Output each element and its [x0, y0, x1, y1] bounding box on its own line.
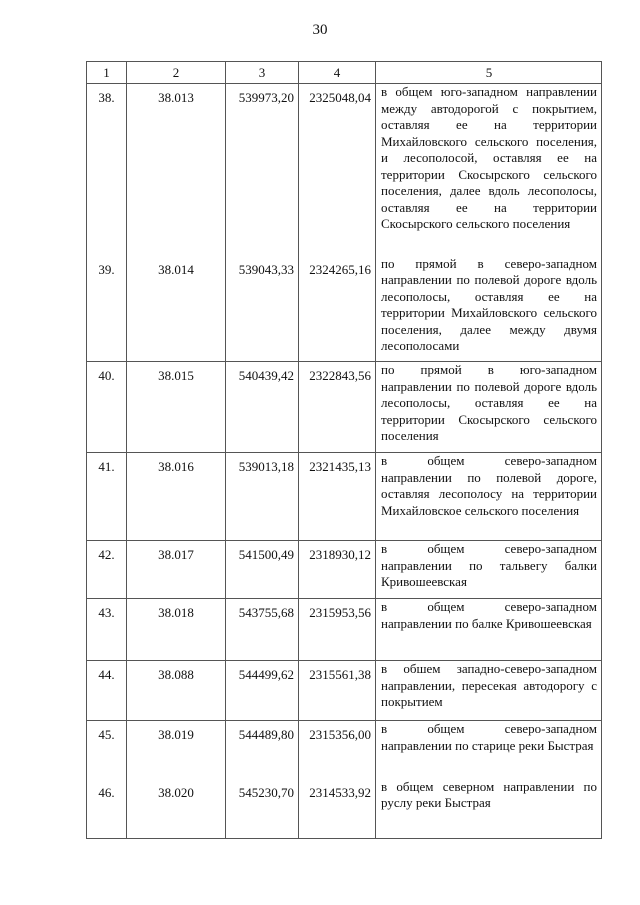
coord-x: 544489,80 [226, 721, 299, 779]
point-code: 38.014 [127, 256, 226, 362]
segment-description: в общем северо-западном направлении по старице реки Быстрая [376, 721, 602, 779]
coord-y: 2318930,12 [299, 541, 376, 599]
row-number: 38. [87, 84, 127, 256]
coord-x: 539013,18 [226, 453, 299, 541]
point-code: 38.088 [127, 661, 226, 721]
boundary-table [86, 61, 602, 839]
segment-description: в общем северо-западном направлении по полевой дороге, оставляя лесополосу на территории Михайловское сельского поселения [376, 453, 602, 541]
header-col-4: 4 [299, 62, 376, 84]
coord-x: 544499,62 [226, 661, 299, 721]
table-row [87, 84, 602, 256]
segment-description: в общем северо-западном направлении по балке Кривошеевская [376, 599, 602, 661]
table-row [87, 541, 602, 599]
row-number: 46. [87, 779, 127, 839]
coord-y: 2315356,00 [299, 721, 376, 779]
table-row [87, 256, 602, 362]
coord-x: 540439,42 [226, 362, 299, 453]
coord-y: 2315953,56 [299, 599, 376, 661]
row-number: 44. [87, 661, 127, 721]
coord-x: 539043,33 [226, 256, 299, 362]
segment-description: в общем юго-западном направлении между автодорогой с покрытием, оставляя ее на территории Михайловского сельского поселения, и лесополосой, оставляя ее на территории Скосырского сельского поселения, далее вдоль лесополосы, оставляя ее на территории Скосырского сельского поселения [376, 84, 602, 256]
point-code: 38.017 [127, 541, 226, 599]
point-code: 38.020 [127, 779, 226, 839]
table-row [87, 661, 602, 721]
table-row [87, 779, 602, 839]
segment-description: по прямой в северо-западном направлении по полевой дороге вдоль лесополосы, оставляя ее на территории Михайловского сельского поселения, далее между двумя лесополосами [376, 256, 602, 362]
table-row [87, 362, 602, 453]
table-row [87, 721, 602, 779]
coord-y: 2325048,04 [299, 84, 376, 256]
row-number: 40. [87, 362, 127, 453]
page-number: 30 [312, 22, 328, 38]
coord-y: 2321435,13 [299, 453, 376, 541]
row-number: 43. [87, 599, 127, 661]
header-col-1: 1 [87, 62, 127, 84]
coord-y: 2322843,56 [299, 362, 376, 453]
table-header-row [87, 62, 602, 84]
coord-x: 539973,20 [226, 84, 299, 256]
row-number: 42. [87, 541, 127, 599]
row-number: 39. [87, 256, 127, 362]
segment-description: по прямой в юго-западном направлении по полевой дороге вдоль лесополосы, оставляя ее на территории Скосырского сельского поселения [376, 362, 602, 453]
point-code: 38.019 [127, 721, 226, 779]
point-code: 38.015 [127, 362, 226, 453]
table-row [87, 453, 602, 541]
segment-description: в общем северо-западном направлении по тальвегу балки Кривошеевская [376, 541, 602, 599]
segment-description: в общем северном направлении по руслу реки Быстрая [376, 779, 602, 839]
point-code: 38.013 [127, 84, 226, 256]
segment-description: в обшем западно-северо-западном направлении, пересекая автодорогу с покрытием [376, 661, 602, 721]
row-number: 45. [87, 721, 127, 779]
coord-y: 2314533,92 [299, 779, 376, 839]
header-col-3: 3 [226, 62, 299, 84]
point-code: 38.016 [127, 453, 226, 541]
point-code: 38.018 [127, 599, 226, 661]
header-col-2: 2 [127, 62, 226, 84]
coord-y: 2315561,38 [299, 661, 376, 721]
header-col-5: 5 [376, 62, 602, 84]
coord-x: 541500,49 [226, 541, 299, 599]
row-number: 41. [87, 453, 127, 541]
coord-y: 2324265,16 [299, 256, 376, 362]
coord-x: 545230,70 [226, 779, 299, 839]
coord-x: 543755,68 [226, 599, 299, 661]
table-row [87, 599, 602, 661]
